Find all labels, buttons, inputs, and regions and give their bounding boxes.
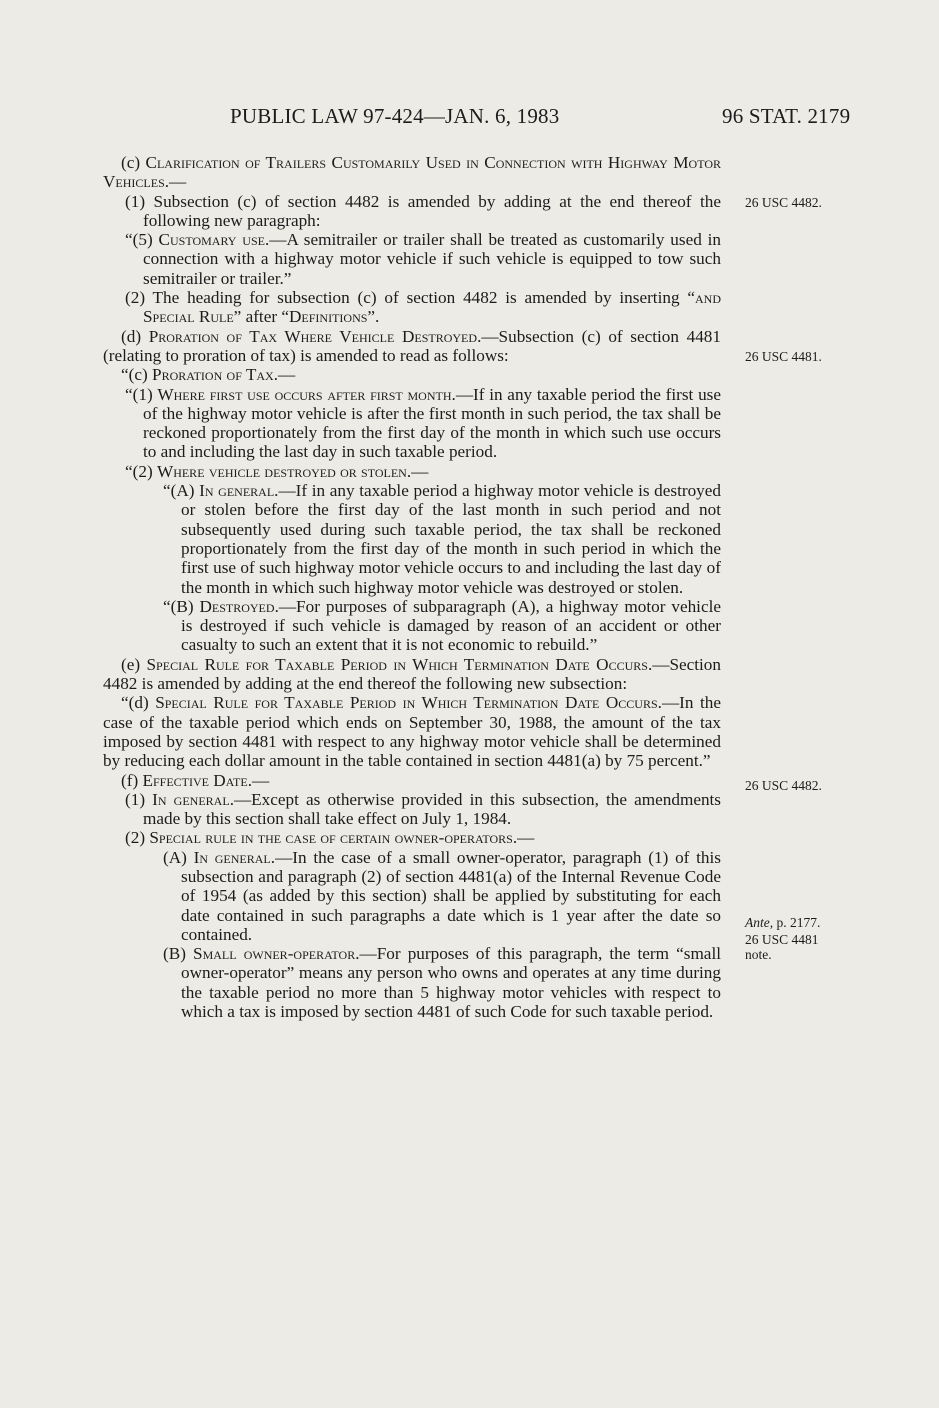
statute-paragraph: “(5) Customary use.—A semitrailer or trailer shall be treated as customarily used in connection with a highway motor vehicle if such vehicle is equipped to tow such semitrailer or trailer.” [125, 230, 722, 288]
margin-note: 26 USC 4481 [745, 932, 819, 947]
statute-paragraph: (d) Proration of Tax Where Vehicle Destroyed.—Subsection (c) of section 4481 (relating to proration of tax) is amended to read as follows: [103, 326, 721, 365]
margin-note: note. [745, 947, 772, 962]
page-header-stat: 96 STAT. 2179 [722, 104, 851, 128]
statute-paragraph: (2) Special rule in the case of certain owner-operators.— [125, 828, 535, 848]
statute-paragraph: “(B) Destroyed.—For purposes of subparagraph (A), a highway motor vehicle is destroyed if such vehicle is damaged by reason of an accident or other casualty to such an extent that it is not economic to rebuild.” [163, 596, 721, 655]
statute-paragraph: (A) In general.—In the case of a small owner-operator, paragraph (1) of this subsection and paragraph (2) of section 4481(a) of the Internal Revenue Code of 1954 (as added by this section) shall be applied by substituting for each date contained in such paragraphs a date which is 1 year after the date so contained. [163, 847, 721, 944]
margin-note: 26 USC 4481. [745, 349, 822, 364]
statute-paragraph: “(d) Special Rule for Taxable Period in Which Termination Date Occurs.—In the case of the taxable period which ends on September 30, 1988, the amount of the tax imposed by section 4481 with respect to any highway motor vehicle shall be determined by reducing each dollar amount in the table contained in section 4481(a) by 75 percent.” [103, 693, 721, 771]
statute-paragraph: (1) In general.—Except as otherwise provided in this subsection, the amendments made by this section shall take effect on July 1, 1984. [125, 789, 721, 829]
statute-paragraph: (f) Effective Date.— [121, 770, 270, 790]
page-header-title: PUBLIC LAW 97-424—JAN. 6, 1983 [230, 104, 560, 128]
statute-body [103, 153, 721, 1021]
statute-paragraph: (2) The heading for subsection (c) of section 4482 is amended by inserting “and Special Rule” after “Definitions”. [125, 288, 721, 327]
margin-note-ante [745, 915, 820, 930]
statute-paragraph: (1) Subsection (c) of section 4482 is amended by adding at the end thereof the following new paragraph: [125, 191, 721, 230]
statute-paragraph: “(2) Where vehicle destroyed or stolen.— [125, 461, 429, 481]
statute-paragraph: “(1) Where first use occurs after first month.—If in any taxable period the first use of the highway motor vehicle is after the first month in such period, the tax shall be reckoned proportionately from the first day of the month in which such use occurs to and including the last day in such taxable period. [125, 384, 721, 462]
statute-paragraph: (c) Clarification of Trailers Customarily Used in Connection with Highway Motor Vehicles.— [103, 153, 722, 192]
margin-note-rest: p. 2177. [773, 915, 821, 930]
margin-note-italic: Ante, [745, 915, 774, 930]
statute-paragraph: “(c) Proration of Tax.— [121, 365, 296, 385]
statute-paragraph: (B) Small owner-operator.—For purposes of this paragraph, the term “small owner-operator” means any person who owns and operates at any time during the taxable period no more than 5 highway motor vehicles with respect to which a tax is imposed by section 4481 of such Code for such taxable period. [163, 944, 721, 1022]
margin-note: 26 USC 4482. [745, 195, 822, 210]
statute-paragraph: “(A) In general.—If in any taxable period a highway motor vehicle is destroyed or stolen before the first day of the last month in such period and not subsequently used during such taxable period, the tax shall be reckoned proportionately from the first day of the month in such period in which the first use of such highway motor vehicle occurs to and including the last day of the month in which such highway motor vehicle was destroyed or stolen. [163, 481, 721, 597]
statute-paragraph: (e) Special Rule for Taxable Period in Which Termination Date Occurs.—Section 4482 is amended by adding at the end thereof the following new subsection: [103, 654, 721, 694]
margin-note: 26 USC 4482. [745, 778, 822, 793]
